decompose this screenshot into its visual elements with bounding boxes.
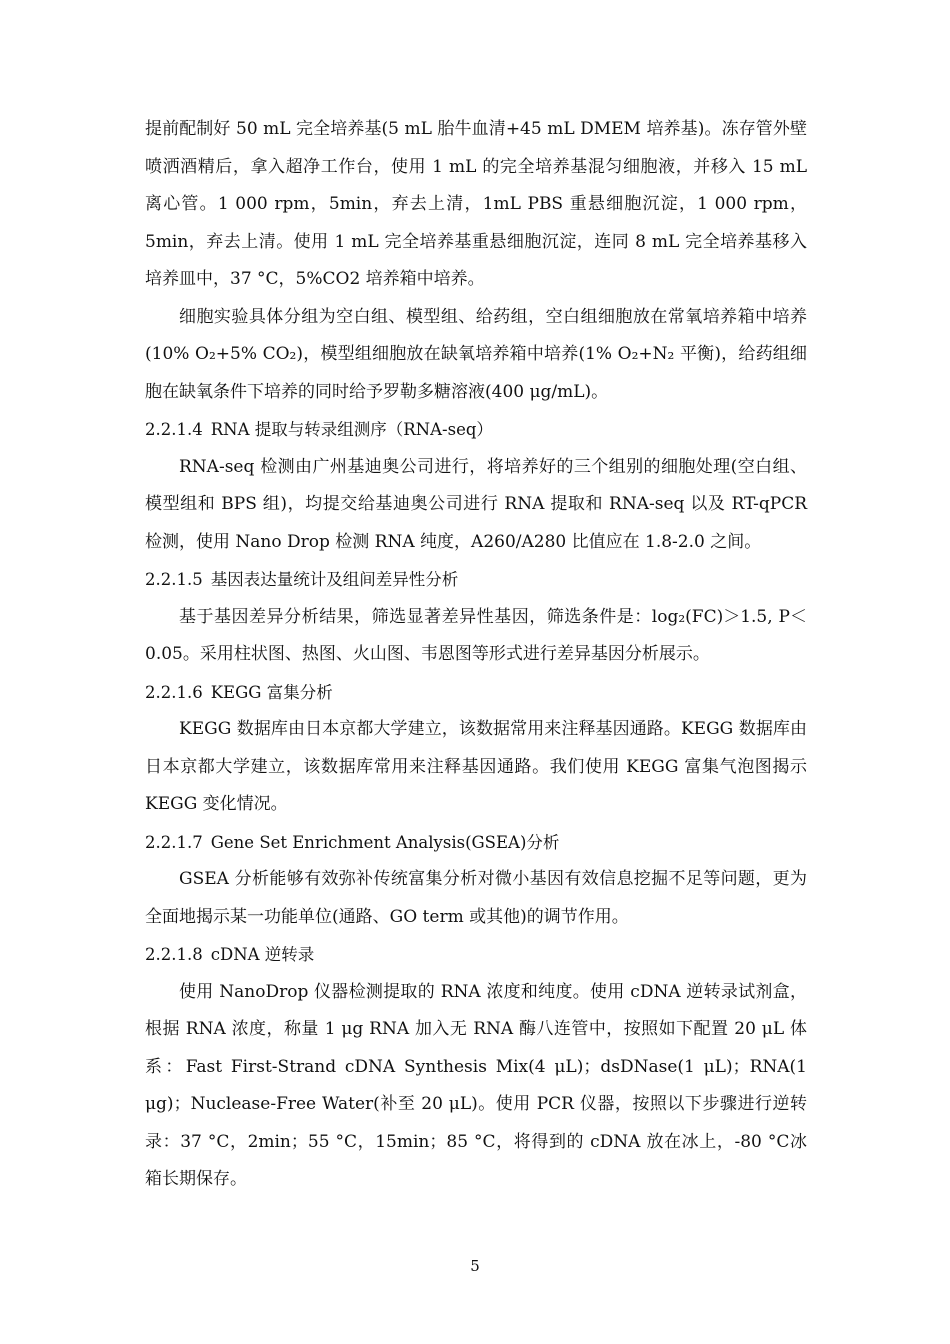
section-number: 2.2.1.5 [145, 570, 203, 589]
paragraph-gsea: GSEA 分析能够有效弥补传统富集分析对微小基因有效信息挖掘不足等问题，更为全面地揭示某一功能单位(通路、GO term 或其他)的调节作用。 [145, 869, 807, 927]
section-title: KEGG 富集分析 [210, 682, 333, 702]
section-title: RNA 提取与转录组测序（RNA-seq） [210, 420, 493, 439]
section-heading-2-2-1-7 [145, 824, 807, 862]
paragraph-cell-grouping: 细胞实验具体分组为空白组、模型组、给药组，空白组细胞放在常氧培养箱中培养(10% O₂+5% CO₂)，模型组细胞放在缺氧培养箱中培养(1% O₂+N₂ 平衡)，给药组细胞在缺氧条件下培养的同时给予罗勒多糖溶液(400 μg/mL)。 [145, 306, 807, 402]
paragraph-rna-seq: RNA-seq 检测由广州基迪奥公司进行，将培养好的三个组别的细胞处理(空白组、模型组和 BPS 组)，均提交给基迪奥公司进行 RNA 提取和 RNA-seq 以及 RT-qPCR 检测，使用 Nano Drop 检测 RNA 纯度，A260/A280 比值应在 1.8-2.0 之间。 [145, 456, 807, 552]
section-number: 2.2.1.7 [145, 832, 203, 852]
section-title: 基因表达量统计及组间差异性分析 [210, 570, 459, 589]
section-number: 2.2.1.4 [145, 420, 203, 439]
paragraph-culture-medium: 提前配制好 50 mL 完全培养基(5 mL 胎牛血清+45 mL DMEM 培养基)。冻存管外壁喷洒酒精后，拿入超净工作台，使用 1 mL 的完全培养基混匀细胞液，并移入 15 mL 离心管。1 000 rpm，5min，弃去上清，1mL PBS 重悬细胞沉淀，1 000 rpm，5min，弃去上清。使用 1 mL 完全培养基重悬细胞沉淀，连同 8 mL 完全培养基移入培养皿中，37 °C，5%CO2 培养箱中培养。 [145, 119, 807, 289]
paragraph-differential-expression: 基于基因差异分析结果，筛选显著差异性基因，筛选条件是：log₂(FC)＞1.5, P＜0.05。采用柱状图、热图、火山图、韦恩图等形式进行差异基因分析展示。 [145, 606, 807, 664]
section-title: Gene Set Enrichment Analysis(GSEA)分析 [210, 832, 560, 852]
section-heading-2-2-1-8 [145, 936, 807, 974]
section-heading-2-2-1-5 [145, 561, 807, 599]
section-number: 2.2.1.8 [145, 945, 203, 964]
paragraph-kegg: KEGG 数据库由日本京都大学建立，该数据常用来注释基因通路。KEGG 数据库由日本京都大学建立，该数据库常用来注释基因通路。我们使用 KEGG 富集气泡图揭示 KEGG 变化情况。 [145, 719, 807, 814]
section-heading-2-2-1-6 [145, 674, 807, 712]
section-title: cDNA 逆转录 [210, 945, 315, 964]
section-heading-2-2-1-4 [145, 411, 807, 449]
page-number: 5 [470, 1257, 480, 1275]
paragraph-cdna-reverse-transcription: 使用 NanoDrop 仪器检测提取的 RNA 浓度和纯度。使用 cDNA 逆转录试剂盒，根据 RNA 浓度，称量 1 μg RNA 加入无 RNA 酶八连管中，按照如下配置 20 μL 体系：Fast First-Strand cDNA Synthesis Mix(4 μL)；dsDNase(1 μL)；RNA(1 μg)；Nuclease-Free Water(补至 20 μL)。使用 PCR 仪器，按照以下步骤进行逆转录：37 °C，2min；55 °C，15min；85 °C，将得到的 cDNA 放在冰上，-80 °C冰箱长期保存。 [145, 981, 807, 1189]
page-body [145, 111, 807, 1199]
section-number: 2.2.1.6 [145, 682, 203, 702]
